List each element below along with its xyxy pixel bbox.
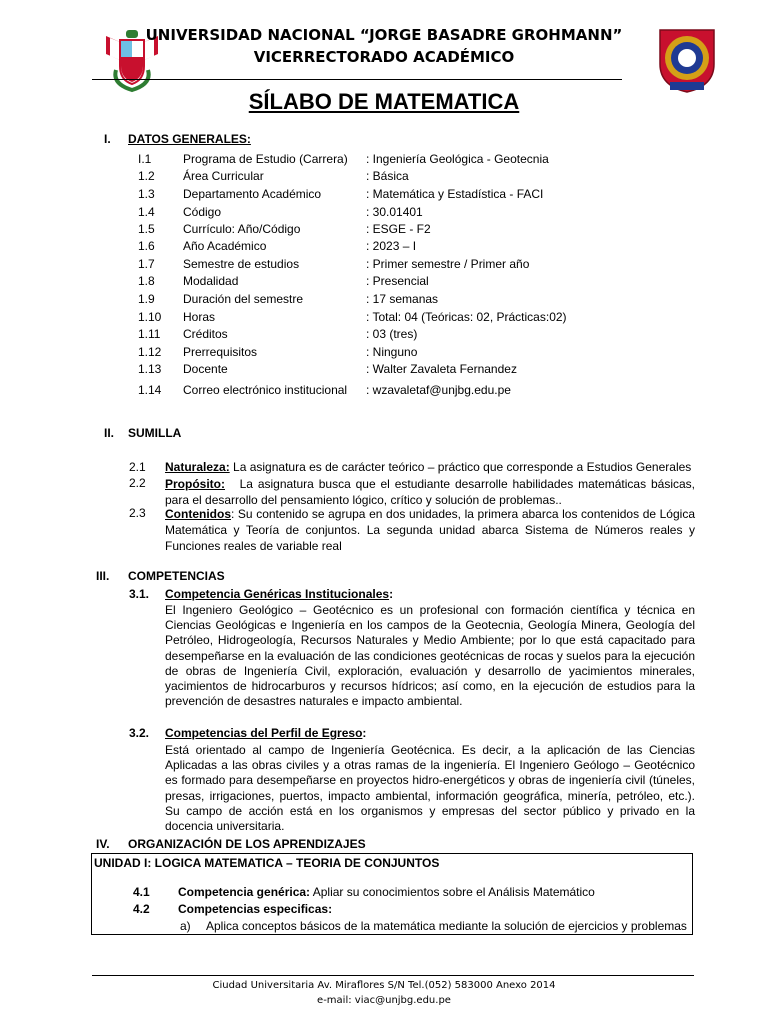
row-label: Modalidad <box>183 274 239 288</box>
competence-1-text: El Ingeniero Geológico – Geotécnico es un profesional con formación científica y técnica en Ciencias Geológicas e Ingeniería en los campos de la Geotecnia, Geología Minera, Geología del Petróleo, Hidrogeología, Recursos Naturales y Medio Ambiente; por lo que está capacitado para desempeñarse en la evaluación de las condiciones geotécnicas de rocas y suelos para la ejecución de obras de Ingeniería Civil, exploración, evaluación y desarrollo de yacimientos minerales, yacimientos de hidrocarburos y recursos hídricos; así como, en la ejecución de estudios para la prevención de desastres naturales e impacto ambiental. <box>165 603 695 709</box>
competence-1-label: Competencia Genéricas Institucionales <box>165 587 390 601</box>
competence-1-heading <box>165 587 393 601</box>
row-value: : Ninguno <box>366 345 418 359</box>
section-2-title: SUMILLA <box>128 426 182 440</box>
competence-4-2-label: Competencias especificas: <box>178 902 333 916</box>
row-value: : ESGE - F2 <box>366 222 431 236</box>
row-label: Currículo: Año/Código <box>183 222 301 236</box>
row-number: 1.10 <box>138 310 162 324</box>
university-seal-logo <box>656 24 718 94</box>
row-label: Prerrequisitos <box>183 345 258 359</box>
footer-email: e-mail: viac@unjbg.edu.pe <box>317 995 451 1006</box>
sumilla-item-number: 2.2 <box>129 476 146 490</box>
sumilla-item <box>165 506 695 554</box>
row-value: : Presencial <box>366 274 429 288</box>
row-label: Departamento Académico <box>183 187 322 201</box>
row-value: : Total: 04 (Teóricas: 02, Prácticas:02) <box>366 310 567 324</box>
row-value: : 17 semanas <box>366 292 439 306</box>
competence-1-number: 3.1. <box>129 587 150 601</box>
competence-2-text: Está orientado al campo de Ingeniería Geotécnica. Es decir, a la aplicación de las Ciencias Aplicadas a las obras civiles y a otras ramas de la ingeniería. El Ingeniero Geólogo – Geotécnico es formado para desempeñarse en proyectos hidro-energéticos y obras de ingeniería civil (túneles, presas, irrigaciones, puertos, impacto ambiental, información geográfica, minería, petróleo, etc.). Su campo de acción está en los organismos y empresas del sector público y privado en la docencia universitaria. <box>165 743 695 834</box>
competence-2-number: 3.2. <box>129 726 150 740</box>
section-4-number: IV. <box>96 837 110 851</box>
competence-4-2-item-text: Aplica conceptos básicos de la matemática mediante la solución de ejercicios y problemas <box>206 919 687 933</box>
row-label: Créditos <box>183 327 228 341</box>
row-label: Código <box>183 205 222 219</box>
competence-4-1-text: Apliar su conocimientos sobre el Análisis Matemático <box>310 885 595 899</box>
competence-2-heading <box>165 726 366 740</box>
section-3-number: III. <box>96 569 110 583</box>
section-1-number: I. <box>104 132 111 146</box>
competence-4-1-number: 4.1 <box>133 885 150 899</box>
row-number: 1.7 <box>138 257 155 271</box>
sumilla-item-label: Propósito: <box>165 477 225 491</box>
sumilla-item-text: La asignatura busca que el estudiante desarrolle habilidades matemáticas básicas, para el desarrollo del pensamiento lógico, crítico y solución de problemas.. <box>165 477 699 507</box>
section-2-number: II. <box>104 426 115 440</box>
row-number: 1.6 <box>138 239 155 253</box>
sumilla-item-number: 2.3 <box>129 506 146 520</box>
section-4-title: ORGANIZACIÓN DE LOS APRENDIZAJES <box>128 837 366 851</box>
row-value: : Básica <box>366 169 409 183</box>
row-value: : Ingeniería Geológica - Geotecnia <box>366 152 549 166</box>
row-number: 1.2 <box>138 169 155 183</box>
row-label: Correo electrónico institucional <box>183 383 348 397</box>
department-name: VICERRECTORADO ACADÉMICO <box>253 48 515 66</box>
section-1-title: DATOS GENERALES: <box>128 132 251 146</box>
row-number: 1.14 <box>138 383 162 397</box>
row-label: Área Curricular <box>183 169 264 183</box>
competence-4-1 <box>178 885 595 899</box>
row-label: Semestre de estudios <box>183 257 300 271</box>
row-value: : Primer semestre / Primer año <box>366 257 530 271</box>
sumilla-item-label: Naturaleza: <box>165 460 230 474</box>
row-number: 1.12 <box>138 345 162 359</box>
row-value: : wzavaletaf@unjbg.edu.pe <box>366 383 511 397</box>
row-value: : 03 (tres) <box>366 327 418 341</box>
row-value: : Walter Zavaleta Fernandez <box>366 362 517 376</box>
row-label: Programa de Estudio (Carrera) <box>183 152 348 166</box>
unit-title: UNIDAD I: LOGICA MATEMATICA – TEORIA DE CONJUNTOS <box>94 856 440 870</box>
row-number: 1.11 <box>138 327 161 341</box>
competence-4-1-label: Competencia genérica: <box>178 885 311 899</box>
row-number: 1.3 <box>138 187 155 201</box>
row-label: Año Académico <box>183 239 267 253</box>
sumilla-item-text: La asignatura es de carácter teórico – práctico que corresponde a Estudios Generales <box>229 460 692 474</box>
competence-2-suffix: : <box>362 726 367 740</box>
row-number: 1.5 <box>138 222 155 236</box>
university-name: UNIVERSIDAD NACIONAL “JORGE BASADRE GROHMANN” <box>145 26 623 44</box>
sumilla-item-text: : Su contenido se agrupa en dos unidades, la primera abarca los contenidos de Lógica Matemática y Teoría de conjuntos. La segunda unidad abarca Sistema de Números reales y Funciones reales de variable real <box>165 507 695 553</box>
sumilla-item-number: 2.1 <box>129 460 146 474</box>
row-number: 1.9 <box>138 292 155 306</box>
footer-address: Ciudad Universitaria Av. Miraflores S/N Tel.(052) 583000 Anexo 2014 <box>212 980 556 991</box>
header-divider <box>92 79 622 80</box>
competence-4-2-number: 4.2 <box>133 902 150 916</box>
competence-2-label: Competencias del Perfil de Egreso <box>165 726 363 740</box>
sumilla-item <box>165 476 699 508</box>
unit-box <box>91 853 693 935</box>
section-3-title: COMPETENCIAS <box>128 569 225 583</box>
row-label: Horas <box>183 310 216 324</box>
row-value: : Matemática y Estadística - FACI <box>366 187 544 201</box>
row-number: 1.8 <box>138 274 155 288</box>
row-number: I.1 <box>138 152 152 166</box>
row-label: Duración del semestre <box>183 292 304 306</box>
footer-divider <box>92 975 694 976</box>
sumilla-item <box>165 460 695 474</box>
row-number: 1.4 <box>138 205 155 219</box>
sumilla-item-label: Contenidos <box>165 507 231 521</box>
row-number: 1.13 <box>138 362 162 376</box>
competence-4-2-item-marker: a) <box>180 919 191 933</box>
row-value: : 2023 – I <box>366 239 417 253</box>
competence-1-suffix: : <box>389 587 394 601</box>
row-label: Docente <box>183 362 228 376</box>
document-title: SÍLABO DE MATEMATICA <box>248 89 520 114</box>
row-value: : 30.01401 <box>366 205 423 219</box>
